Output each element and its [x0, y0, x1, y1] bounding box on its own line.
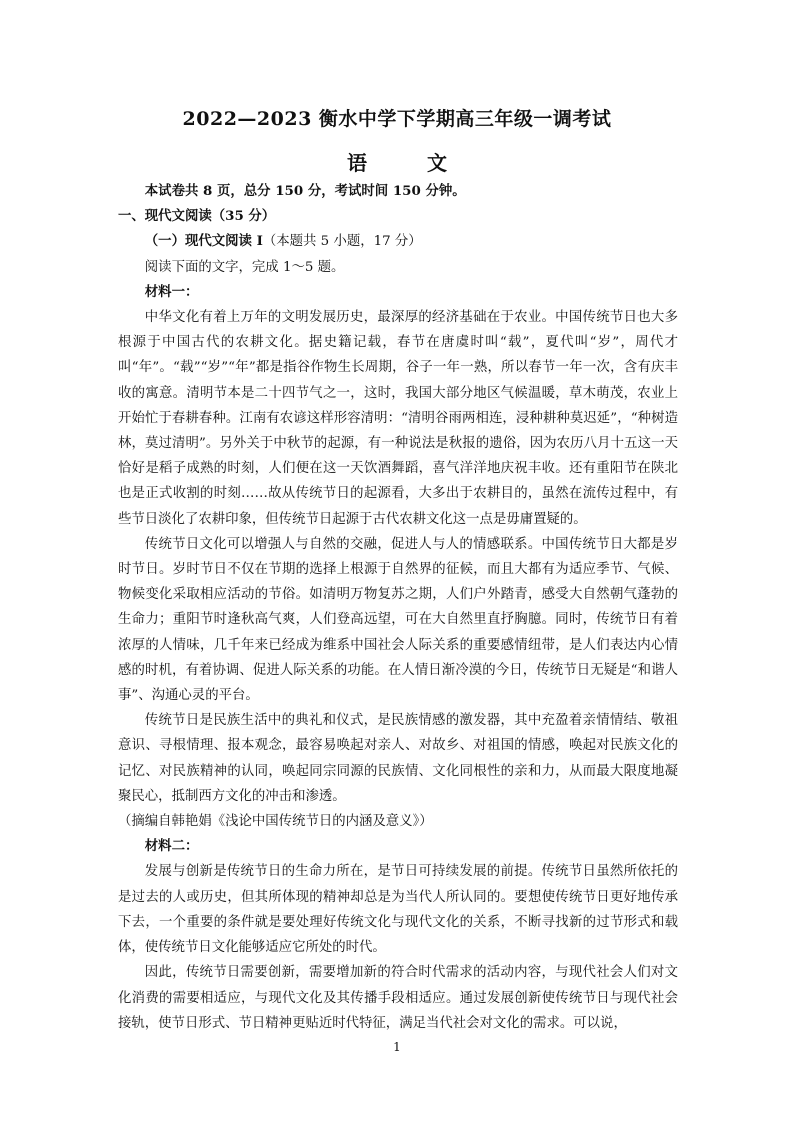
page-number: 1: [393, 1040, 401, 1054]
section-heading: 一、现代文阅读（35 分）: [118, 208, 276, 225]
material-one-label: 材料一：: [144, 283, 199, 300]
material-one-source: （摘编自韩艳娟《浅论中国传统节日的内涵及意义》）: [118, 814, 433, 830]
material-one-paragraph: 传统节日是民族生活中的典礼和仪式，是民族情感的激发器，其中充盈着亲情情结、敬祖意识、寻根情理、报本观念，最容易唤起对亲人、对故乡、对祖国的情感，唤起对民族文化的记忆、对民族精神的认同，唤起同宗同源的民族情、文化同根性的亲和力，从而最大限度地凝聚民心，抵制西方文化的冲击和渗透。: [118, 713, 678, 804]
subsection-heading: [118, 229, 678, 254]
material-two-paragraph: 发展与创新是传统节日的生命力所在，是节日可持续发展的前提。传统节日虽然所依托的是过去的人或历史，但其所体现的精神却总是为当代人所认同的。要想使传统节日更好地传承下去，一个重要的条件就是要处理好传统文化与现代文化的关系，不断寻找新的过节形式和载体，使传统节日文化能够适应它所处的时代。: [118, 864, 678, 956]
material-two-label: 材料二：: [144, 838, 199, 855]
material-one-paragraph: 中华文化有着上万年的文明发展历史，最深厚的经济基础在于农业。中国传统节日也大多根源于中国古代的农耕文化。据史籍记载，春节在唐虞时叫“载”，夏代叫“岁”，周代才叫“年”。“载”“岁”“年”都是指谷作物生长周期，谷子一年一熟，所以春节一年一次，含有庆丰收的寓意。清明节本是二十四节气之一，这时，我国大部分地区气候温暖，草木萌茂，农业上开始忙于春耕春种。江南有农谚这样形容清明：“清明谷雨两相连，浸种耕种莫迟延”，“种树造林，莫过清明”。另外关于中秋节的起源，有一种说法是秋报的遗俗，因为农历八月十五这一天恰好是稻子成熟的时刻，人们便在这一天饮酒舞蹈，喜气洋洋地庆祝丰收。还有重阳节在陕北也是正式收割的时刻……故从传统节日的起源看，大多出于农耕目的，虽然在流传过程中，有些节日淡化了农耕印象，但传统节日起源于古代农耕文化这一点是毋庸置疑的。: [118, 310, 678, 527]
material-one-paragraph: 传统节日文化可以增强人与自然的交融，促进人与人的情感联系。中国传统节日大都是岁时节日。岁时节日不仅在节期的选择上根源于自然界的征候，而且大都有为适应季节、气候、物候变化采取相应活动的节俗。如清明万物复苏之期，人们户外踏青，感受大自然朝气蓬勃的生命力；重阳节时逢秋高气爽，人们登高远望，可在大自然里直抒胸臆。同时，传统节日有着浓厚的人情味，几千年来已经成为维系中国社会人际关系的重要感情纽带，是人们表达内心情感的时机，有着协调、促进人际关系的功能。在人情日渐冷漠的今日，传统节日无疑是“和谐人事”、沟通心灵的平台。: [118, 536, 678, 704]
exam-content: [118, 179, 678, 1036]
subsection-detail: （本题共 5 小题，17 分）: [262, 234, 422, 250]
exam-title: 2022—2023 衡水中学下学期高三年级一调考试: [182, 108, 612, 130]
reading-instruction: 阅读下面的文字，完成 1～5 题。: [144, 259, 345, 275]
subject-title: 语 文: [347, 151, 467, 175]
material-two-paragraph: 因此，传统节日需要创新，需要增加新的符合时代需求的活动内容，与现代社会人们对文化消费的需要相适应，与现代文化及其传播手段相适应。通过发展创新使传统节日与现代社会接轨，使节日形式、节日精神更贴近时代特征，满足当代社会对文化的需求。可以说，: [118, 965, 678, 1031]
exam-note: 本试卷共 8 页，总分 150 分，考试时间 150 分钟。: [144, 183, 466, 199]
subsection-label: （一）现代文阅读 I: [144, 233, 263, 250]
